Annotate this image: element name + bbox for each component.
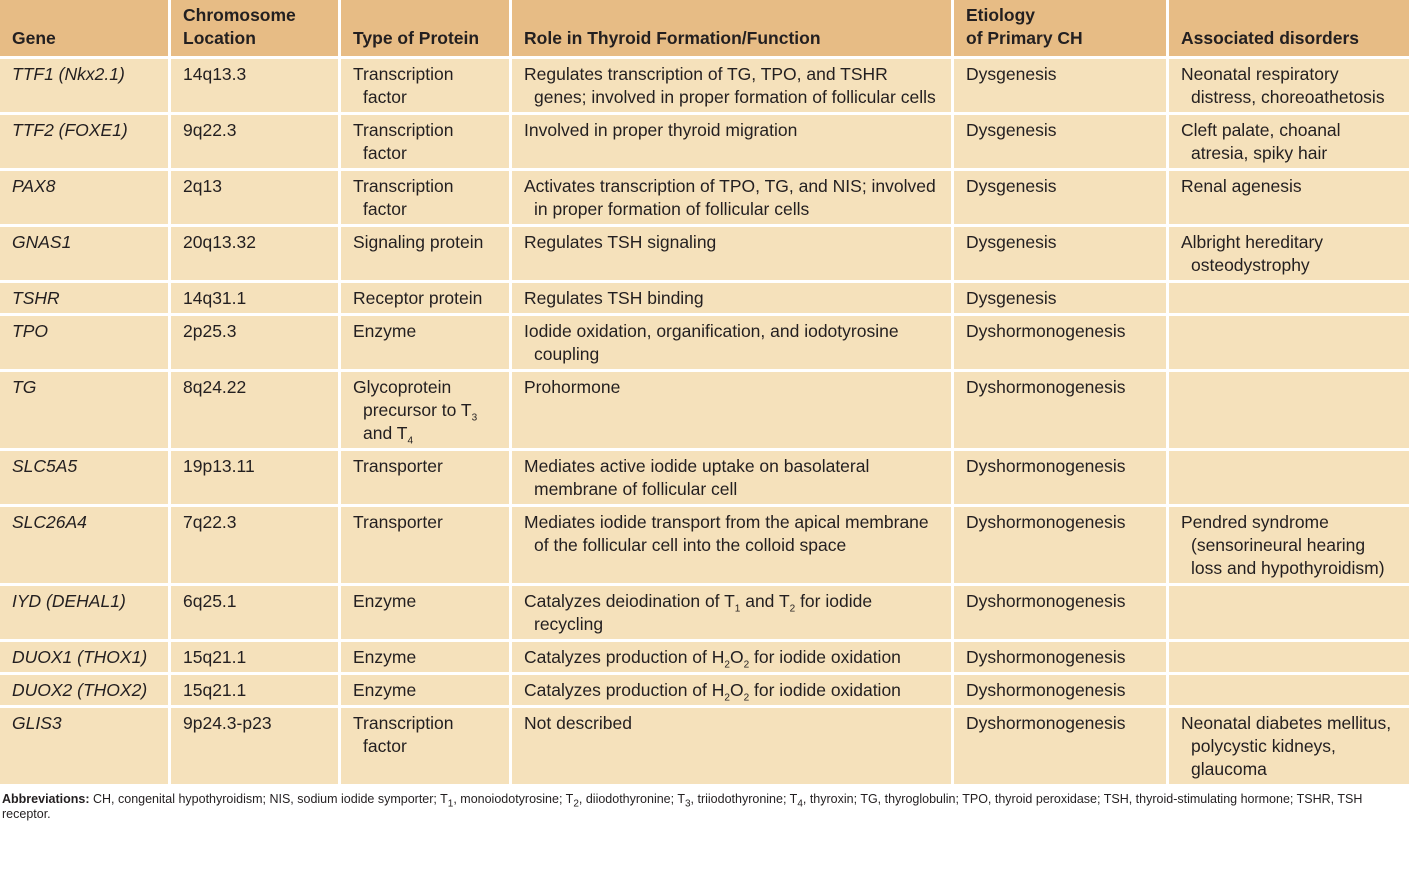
- cell-loc: 9p24.3-p23: [171, 708, 341, 787]
- cell-gene: DUOX2 (THOX2): [0, 675, 171, 708]
- cell-loc: 15q21.1: [171, 675, 341, 708]
- cell-etiology: Dyshormonogenesis: [954, 586, 1169, 642]
- cell-disorders: Neonatal respiratory distress, choreoathetosis: [1169, 59, 1409, 115]
- cell-disorders: [1169, 642, 1409, 675]
- cell-loc: 14q31.1: [171, 283, 341, 316]
- cell-etiology: Dyshormonogenesis: [954, 451, 1169, 507]
- cell-etiology: Dyshormonogenesis: [954, 675, 1169, 708]
- table-row: [0, 586, 1409, 642]
- cell-gene: IYD (DEHAL1): [0, 586, 171, 642]
- cell-loc: 15q21.1: [171, 642, 341, 675]
- cell-protein: Transporter: [341, 507, 512, 586]
- cell-role: Mediates active iodide uptake on basolateral membrane of follicular cell: [512, 451, 954, 507]
- cell-role: Not described: [512, 708, 954, 787]
- cell-protein: Enzyme: [341, 586, 512, 642]
- cell-disorders: [1169, 451, 1409, 507]
- header-location: Chromosome Location: [171, 0, 341, 59]
- header-role: Role in Thyroid Formation/Function: [512, 0, 954, 59]
- cell-disorders: Cleft palate, choanal atresia, spiky hair: [1169, 115, 1409, 171]
- cell-role: Catalyzes deiodination of $T_1$ and $T_2$ for iodide recycling: [512, 586, 954, 642]
- cell-gene: GNAS1: [0, 227, 171, 283]
- cell-disorders: [1169, 372, 1409, 451]
- cell-protein: Receptor protein: [341, 283, 512, 316]
- cell-role: Regulates TSH binding: [512, 283, 954, 316]
- header-row: [0, 0, 1409, 59]
- cell-etiology: Dysgenesis: [954, 283, 1169, 316]
- cell-loc: 19p13.11: [171, 451, 341, 507]
- cell-loc: 8q24.22: [171, 372, 341, 451]
- table-row: [0, 675, 1409, 708]
- cell-gene: TSHR: [0, 283, 171, 316]
- header-protein: Type of Protein: [341, 0, 512, 59]
- header-etiology: Etiology of Primary CH: [954, 0, 1169, 59]
- cell-gene: PAX8: [0, 171, 171, 227]
- table-row: [0, 283, 1409, 316]
- cell-etiology: Dyshormonogenesis: [954, 372, 1169, 451]
- cell-etiology: Dyshormonogenesis: [954, 642, 1169, 675]
- cell-disorders: [1169, 283, 1409, 316]
- cell-disorders: Neonatal diabetes mellitus, polycystic kidneys, glaucoma: [1169, 708, 1409, 787]
- cell-loc: 2q13: [171, 171, 341, 227]
- cell-role: Regulates transcription of TG, TPO, and TSHR genes; involved in proper formation of follicular cells: [512, 59, 954, 115]
- cell-disorders: Pendred syndrome (sensorineural hearing loss and hypothyroidism): [1169, 507, 1409, 586]
- cell-gene: TTF2 (FOXE1): [0, 115, 171, 171]
- cell-role: Activates transcription of TPO, TG, and NIS; involved in proper formation of follicular cells: [512, 171, 954, 227]
- table-row: [0, 227, 1409, 283]
- cell-loc: 7q22.3: [171, 507, 341, 586]
- cell-protein: Enzyme: [341, 316, 512, 372]
- footnote-text: CH, congenital hypothyroidism; NIS, sodium iodide symporter; $T_1$, monoiodotyrosine; $T_2$, diiodothyronine; $T_3$, triiodothyronine; $T_4$, thyroxin; TG, thyroglobulin; TPO, thyroid peroxidase; TSH, thyroid-stimulating hormone; TSHR, TSH receptor.: [2, 792, 1363, 821]
- cell-protein: Transcription factor: [341, 708, 512, 787]
- cell-etiology: Dysgenesis: [954, 171, 1169, 227]
- cell-gene: TPO: [0, 316, 171, 372]
- cell-protein: Transcription factor: [341, 171, 512, 227]
- table-row: [0, 708, 1409, 787]
- cell-loc: 20q13.32: [171, 227, 341, 283]
- cell-gene: SLC5A5: [0, 451, 171, 507]
- cell-role: Mediates iodide transport from the apical membrane of the follicular cell into the colloid space: [512, 507, 954, 586]
- cell-etiology: Dyshormonogenesis: [954, 507, 1169, 586]
- cell-protein: Transcription factor: [341, 115, 512, 171]
- cell-etiology: Dyshormonogenesis: [954, 316, 1169, 372]
- table-row: [0, 316, 1409, 372]
- cell-etiology: Dyshormonogenesis: [954, 708, 1169, 787]
- table-row: [0, 372, 1409, 451]
- footnote: [0, 787, 1409, 822]
- cell-disorders: Renal agenesis: [1169, 171, 1409, 227]
- cell-disorders: [1169, 316, 1409, 372]
- cell-protein: Enzyme: [341, 675, 512, 708]
- cell-disorders: Albright hereditary osteodystrophy: [1169, 227, 1409, 283]
- table-row: [0, 59, 1409, 115]
- cell-role: Iodide oxidation, organification, and iodotyrosine coupling: [512, 316, 954, 372]
- cell-gene: SLC26A4: [0, 507, 171, 586]
- cell-loc: 6q25.1: [171, 586, 341, 642]
- cell-etiology: Dysgenesis: [954, 227, 1169, 283]
- cell-gene: TTF1 (Nkx2.1): [0, 59, 171, 115]
- footnote-label: Abbreviations:: [2, 792, 90, 806]
- cell-loc: 2p25.3: [171, 316, 341, 372]
- cell-protein: Glycoprotein precursor to $T_3$ and $T_4$: [341, 372, 512, 451]
- cell-protein: Signaling protein: [341, 227, 512, 283]
- header-gene: Gene: [0, 0, 171, 59]
- cell-etiology: Dysgenesis: [954, 115, 1169, 171]
- cell-role: Involved in proper thyroid migration: [512, 115, 954, 171]
- cell-protein: Enzyme: [341, 642, 512, 675]
- cell-disorders: [1169, 675, 1409, 708]
- cell-etiology: Dysgenesis: [954, 59, 1169, 115]
- cell-gene: GLIS3: [0, 708, 171, 787]
- table-row: [0, 642, 1409, 675]
- cell-role: Regulates TSH signaling: [512, 227, 954, 283]
- cell-gene: DUOX1 (THOX1): [0, 642, 171, 675]
- cell-role: Prohormone: [512, 372, 954, 451]
- table-row: [0, 507, 1409, 586]
- header-disorders: Associated disorders: [1169, 0, 1409, 59]
- table-row: [0, 171, 1409, 227]
- cell-protein: Transcription factor: [341, 59, 512, 115]
- table-row: [0, 115, 1409, 171]
- cell-role: Catalyzes production of $H_2O_2$ for iodide oxidation: [512, 642, 954, 675]
- cell-role: Catalyzes production of $H_2O_2$ for iodide oxidation: [512, 675, 954, 708]
- cell-disorders: [1169, 586, 1409, 642]
- cell-loc: 14q13.3: [171, 59, 341, 115]
- cell-protein: Transporter: [341, 451, 512, 507]
- cell-gene: TG: [0, 372, 171, 451]
- table-row: [0, 451, 1409, 507]
- cell-loc: 9q22.3: [171, 115, 341, 171]
